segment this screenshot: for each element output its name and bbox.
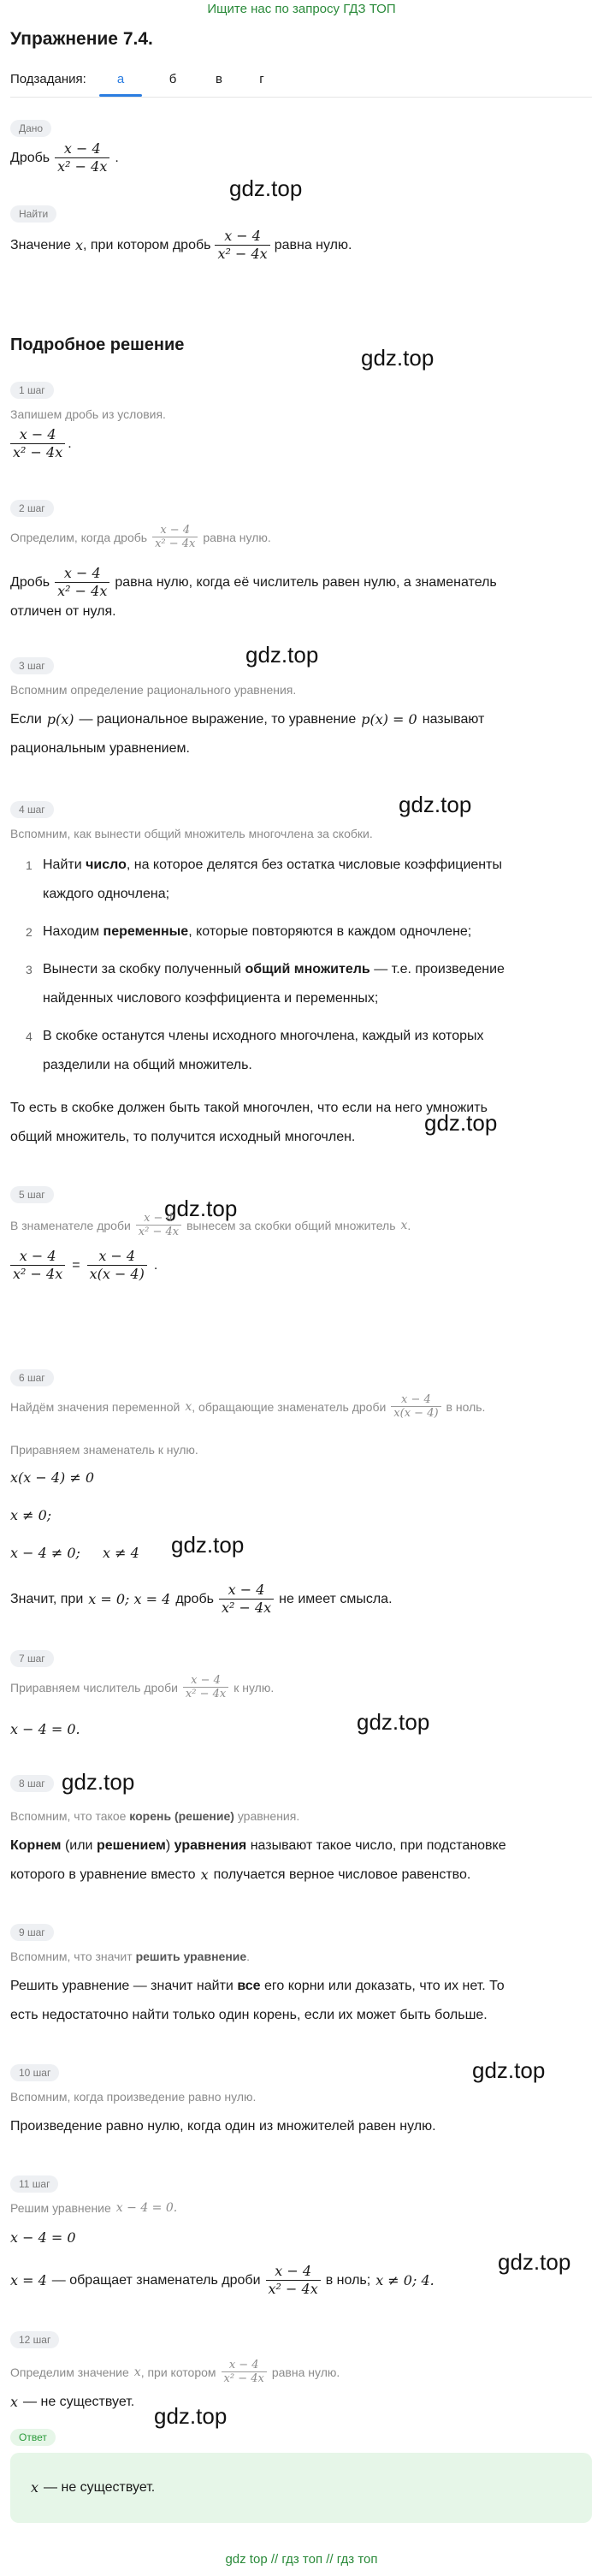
note-text: Приравняем числитель дроби [10,1680,178,1695]
equation: x ≠ 0; [10,1507,52,1523]
fraction: $\frac{x - 4}{\text{x² − 4x}}$ [10,1248,65,1283]
note-text: в ноль. [446,1399,486,1414]
math: x = 4 [10,2271,47,2288]
given-text: Дробь [10,150,50,165]
fraction: $\frac{x - 4}{\text{x² − 4x}}$ [152,524,198,550]
note-text: , обращающие знаменатель дроби [192,1399,387,1414]
list-item: Вынести за скобку полученный общий множитель — т.е. произведение [43,962,505,976]
math: x ≠ 0; 4. [375,2271,435,2288]
step-chip: 6 шаг [10,1369,54,1386]
top-banner[interactable]: Ищите нас по запросу ГДЗ ТОП [207,2,396,16]
text: называют [422,712,485,727]
list-number: 3 [26,963,33,976]
watermark: gdz.top [498,2249,571,2275]
text: Если [10,712,42,727]
tab-g[interactable]: г [259,72,264,86]
step6-conclusion [10,1582,393,1617]
note-text: Найдём значения переменной [10,1399,180,1414]
find-var: x [74,236,83,253]
note-text: к нулю. [234,1680,275,1695]
math: x [133,2365,141,2379]
step2-line2: отличен от нуля. [10,604,116,619]
list-number: 2 [26,925,33,939]
equation: x − 4 = 0 [10,2229,76,2246]
watermark: gdz.top [399,792,472,817]
tabs-divider [10,97,592,98]
watermark: gdz.top [229,175,303,201]
watermark: gdz.top [424,1110,498,1136]
math: x [10,2394,19,2410]
watermark: gdz.top [154,2403,228,2429]
given-fraction: $\frac{x - 4}{\text{x² − 4x}}$ [55,140,109,175]
step-chip: 5 шаг [10,1186,54,1203]
step9-line1: Решить уравнение — значит найти все его корни или доказать, что их нет. То [10,1979,505,1993]
math: x [185,1399,192,1414]
note-text: равна нулю. [271,2365,340,2379]
step8-line2 [10,1866,470,1885]
step-chip: 12 шаг [10,2331,59,2348]
find-text-c: равна нулю. [274,237,352,252]
note-text: Определим значение [10,2365,129,2379]
math: x − 4 = 0. [115,2201,178,2215]
step-note [10,2199,177,2217]
find-text-a: Значение [10,237,71,252]
watermark: gdz.top [357,1709,430,1735]
watermark: gdz.top [245,642,319,668]
step4-after2: общий множитель, то получится исходный многочлен. [10,1130,356,1144]
fraction: $\frac{x - 4}{\text{x² − 4x}}$ [266,2263,321,2298]
step-chip: 9 шаг [10,1924,54,1941]
subtasks-label: Подзадания: [10,72,86,86]
step-chip: 4 шаг [10,801,54,818]
fraction: $\frac{x - 4}{\text{x² − 4x}}$ [55,565,109,600]
text: в ноль; [325,2272,371,2288]
watermark: gdz.top [171,1532,245,1558]
fraction: $\frac{x - 4}{\text{x² − 4x}}$ [219,1582,274,1617]
note-text: , при котором [140,2365,216,2379]
tab-a[interactable]: а [116,72,125,86]
note-text: Определим, когда дробь [10,530,148,544]
text: — не существует. [44,2480,156,2495]
note-text: вынесем за скобки общий множитель [186,1218,396,1232]
step-note [10,2359,340,2385]
solution-title: Подробное решение [10,335,185,354]
step-note: Приравняем знаменатель к нулю. [10,1443,198,1457]
fraction: $\frac{x - 4}{\text{x² − 4x}}$ [136,1212,181,1238]
math: x [200,1867,209,1883]
step-chip: 11 шаг [10,2175,58,2193]
text: получается верное числовое равенство. [213,1867,471,1882]
list-item-cont: каждого одночлена; [43,887,170,901]
fraction: $\frac{x - 4}{\text{x² − 4x}}$ [10,426,65,461]
watermark: gdz.top [164,1196,238,1221]
find-fraction: $\frac{x - 4}{\text{x² − 4x}}$ [215,228,269,263]
step-chip: 2 шаг [10,500,54,517]
find-line [10,228,352,263]
step10-line: Произведение равно нулю, когда один из множителей равен нулю. [10,2119,436,2134]
step12-line [10,2393,134,2412]
dot: . [68,436,72,451]
given-line [10,140,119,175]
text: — обращает знаменатель дроби [51,2272,261,2288]
step8-line1: Корнем (или решением) уравнения называют такое число, при подстановке [10,1838,506,1853]
answer-text [31,2478,155,2497]
list-item: Найти число, на которое делятся без остатка числовые коэффициенты [43,858,502,872]
step11-line [10,2263,435,2298]
tab-v[interactable]: в [216,72,222,86]
note-text: Решим уравнение [10,2201,111,2215]
fraction: $\frac{x - 4}{\text{x² − 4x}}$ [183,1674,228,1701]
fraction: $\frac{x - 4}{x(x - 4)}$ [87,1248,147,1283]
math: x [400,1218,408,1232]
step-note [10,524,271,550]
step-note: Вспомним определение рационального уравнения. [10,683,297,697]
text: дробь [175,1591,214,1606]
step2-line1 [10,565,497,600]
equation: x − 4 = 0. [10,1721,80,1737]
step-note: Вспомним, когда произведение равно нулю. [10,2090,257,2104]
find-chip: Найти [10,205,56,223]
step-note: Вспомним, что значит решить уравнение. [10,1950,251,1963]
step3-line2: рациональным уравнением. [10,741,190,756]
text: — не существует. [23,2395,135,2409]
find-text-b: , при котором дробь [82,237,211,252]
list-item-cont: разделили на общий множитель. [43,1058,252,1072]
step-chip: 7 шаг [10,1650,54,1667]
step-chip: 3 шаг [10,657,54,674]
step5-equation: $\frac{x - 4}{\text{x² − 4x}}$ = $\frac{x - 4}{x(x - 4)}$ . [10,1248,157,1283]
text: равна нулю, когда её числитель равен нулю, а знаменатель [115,574,497,590]
text: Значит, при [10,1591,84,1606]
step-note [10,1212,411,1238]
watermark: gdz.top [472,2057,546,2083]
text: — рациональное выражение, то уравнение [79,712,357,727]
math: x = 0; x = 4 [88,1590,171,1607]
equation: x − 4 ≠ 0; [10,1545,80,1561]
math: p(x) = 0 [361,711,417,727]
given-dot: . [115,150,119,165]
step-chip: 10 шаг [10,2064,59,2081]
watermark: gdz.top [361,345,435,371]
fraction: $\frac{x - 4}{x(x - 4)}$ [391,1393,440,1420]
dot: . [153,1257,158,1273]
list-number: 1 [26,858,33,872]
equation: x ≠ 4 [103,1545,139,1561]
math: x [31,2479,39,2496]
step-chip: 1 шаг [10,382,54,399]
list-item: В скобке останутся члены исходного многочлена, каждый из которых [43,1029,484,1043]
note-text: В знаменателе дроби [10,1218,131,1232]
step3-line1 [10,710,484,729]
step-note: Вспомним, как вынести общий множитель многочлена за скобки. [10,827,373,840]
step-note [10,1674,274,1701]
dot: . [407,1218,411,1232]
given-chip: Дано [10,120,51,137]
list-number: 4 [26,1030,33,1043]
footer-links[interactable]: gdz top // гдз топ // гдз топ [225,2552,378,2567]
text: которого в уравнение вместо [10,1867,196,1882]
step1-fraction-line [10,426,72,461]
step-note: Вспомним, что такое корень (решение) уравнения. [10,1809,300,1823]
note-text: равна нулю. [203,530,271,544]
math: p(x) [46,711,74,727]
step9-line2: есть недостаточно найти только один корень, если их может быть больше. [10,2008,488,2022]
answer-chip: Ответ [10,2429,56,2446]
text: не имеет смысла. [279,1591,393,1606]
fraction: $\frac{x - 4}{\text{x² − 4x}}$ [222,2359,267,2385]
list-item-cont: найденных числового коэффициента и переменных; [43,991,379,1006]
tab-b[interactable]: б [168,72,177,86]
list-item: Находим переменные, которые повторяются в каждом одночлене; [43,924,472,939]
step4-after1: То есть в скобке должен быть такой многочлен, что если на него умножить [10,1101,488,1115]
step-note: Запишем дробь из условия. [10,407,166,421]
page-title: Упражнение 7.4. [10,29,153,49]
text: Дробь [10,574,50,590]
watermark: gdz.top [62,1769,135,1795]
equation: x(x − 4) ≠ 0 [10,1469,95,1486]
step-note [10,1393,485,1420]
step-chip: 8 шаг [10,1775,54,1792]
